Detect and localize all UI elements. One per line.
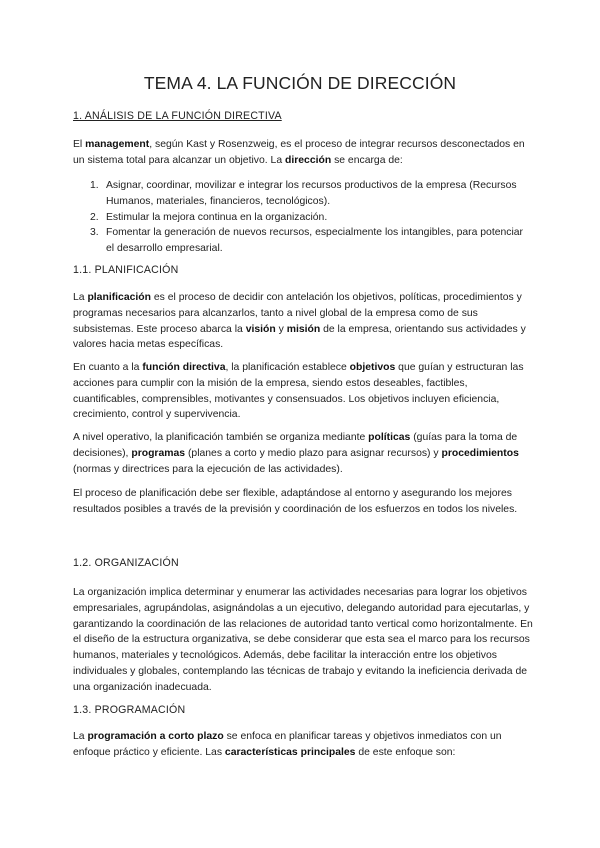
list-item: 2. Estimular la mejora continua en la organización.: [90, 211, 328, 223]
paragraph-planificacion-definition: La planificación es el proceso de decidir con antelación los objetivos, políticas, procedimientos y programas necesarios para alcanzarlos, tanto a nivel global de la empresa como de sus subsistemas. Este proceso abarca la visión y misión de la empresa, orientando sus actividades y valores hacia metas específicas.: [73, 292, 526, 351]
section-heading-programacion: 1.3. PROGRAMACIÓN: [73, 704, 186, 716]
list-item: 1. Asignar, coordinar, movilizar e integrar los recursos productivos de la empresa (Recursos Humanos, materiales, financieros, tecnológicos).: [90, 180, 517, 207]
paragraph-programacion: La programación a corto plazo se enfoca en planificar tareas y objetivos inmediatos con un enfoque práctico y eficiente. Las características principales de este enfoque son:: [73, 731, 502, 758]
paragraph-nivel-operativo: A nivel operativo, la planificación también se organiza mediante políticas (guías para la toma de decisiones), programas (planes a corto y medio plazo para asignar recursos) y procedimientos (normas y directrices para la ejecución de las actividades).: [73, 432, 519, 475]
paragraph-management: El management, según Kast y Rosenzweig, es el proceso de integrar recursos desconectados en un sistema total para alcanzar un objetivo. La dirección se encarga de:: [73, 139, 525, 166]
functions-list: [73, 178, 533, 257]
paragraph-funcion-directiva: En cuanto a la función directiva, la planificación establece objetivos que guían y estructuran las acciones para cumplir con la misión de la empresa, siendo estos deseables, factibles, cuantificables, comprensibles, motivantes y consensuados. Los objetivos incluyen eficiencia, crecimiento, control y supervivencia.: [73, 362, 524, 421]
paragraph-organizacion: La organización implica determinar y enumerar las actividades necesarias para lograr los objetivos empresariales, agrupándolas, asignándolas a un ejecutivo, delegando autoridad para ejecutarlas, y garantizando la coordinación de las relaciones de autoridad tanto vertical como horizontalmente. En el diseño de la estructura organizativa, se debe considerar que esta sea el marco para los recursos humanos, materiales y tecnológicos. Además, debe facilitar la interacción entre los objetivos individuales y globales, contemplando las técnicas de trabajo y evitando la ineficiencia derivada de una organización inadecuada.: [73, 587, 533, 693]
page-title: TEMA 4. LA FUNCIÓN DE DIRECCIÓN: [143, 73, 457, 93]
list-item: 3. Fomentar la generación de nuevos recursos, especialmente los intangibles, para potenciar el desarrollo empresarial.: [90, 227, 524, 255]
section-heading-organizacion: 1.2. ORGANIZACIÓN: [73, 557, 179, 569]
paragraph-flexibilidad: El proceso de planificación debe ser flexible, adaptándose al entorno y asegurando los mejores resultados posibles a través de la previsión y coordinación de los esfuerzos en todos los niveles.: [73, 488, 518, 515]
section-heading-planificacion: 1.1. PLANIFICACIÓN: [73, 264, 179, 276]
section-heading-analisis: 1. ANÁLISIS DE LA FUNCIÓN DIRECTIVA: [73, 110, 282, 122]
